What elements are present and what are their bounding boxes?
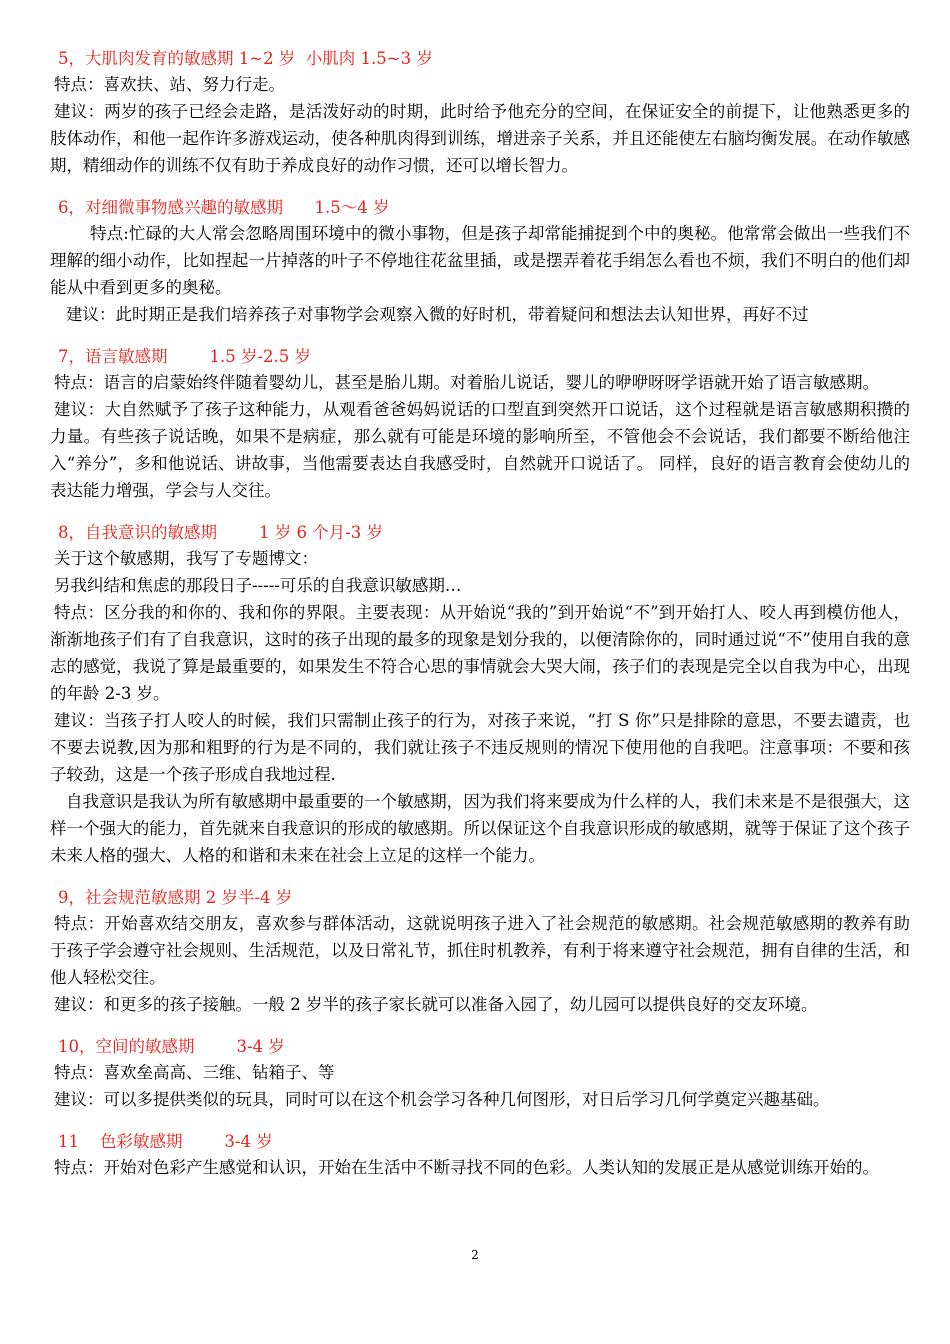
paragraph: 特点：区分我的和你的、我和你的界限。主要表现：从开始说“我的”到开始说“不”到开始打人、咬人再到模仿他人，渐渐地孩子们有了自我意识，这时的孩子出现的最多的现象是划分我的，以便清除你的，同时通过说“不”使用自我的意志的感觉，我说了算是最重要的，如果发生不符合心思的事情就会大哭大闹，孩子们的表现是完全以自我为中心，出现的年龄 2-3 岁。 — [50, 603, 910, 703]
section-social-norms — [50, 885, 910, 1018]
section-spatial — [50, 1034, 910, 1113]
paragraph: 建议：当孩子打人咬人的时候，我们只需制止孩子的行为，对孩子来说，“打 S 你”只是排除的意思，不要去谴责，也不要去说教,因为那和粗野的行为是不同的，我们就让孩子不违反规则的情况下使用他的自我吧。注意事项：不要和孩子较劲，这是一个孩子形成自我地过程. — [50, 711, 910, 784]
paragraph: 特点：喜欢垒高高、三维、钻箱子、等 — [54, 1063, 335, 1082]
document-page — [50, 46, 910, 1197]
paragraph: 建议：两岁的孩子已经会走路，是活泼好动的时期，此时给予他充分的空间，在保证安全的前提下，让他熟悉更多的肢体动作，和他一起作许多游戏运动，使各种肌肉得到训练，增进亲子关系，并且还能使左右脑均衡发展。在动作敏感期，精细动作的训练不仅有助于养成良好的动作习惯，还可以增长智力。 — [50, 102, 910, 175]
paragraph: 特点：语言的启蒙始终伴随着婴幼儿，甚至是胎儿期。对着胎儿说话，婴儿的咿咿呀呀学语就开始了语言敏感期。 — [54, 373, 879, 392]
paragraph: 特点:忙碌的大人常会忽略周围环境中的微小事物，但是孩子却常能捕捉到个中的奥秘。他常常会做出一些我们不理解的细小动作，比如捏起一片掉落的叶子不停地往花盆里插，或是摆弄着花手绢怎么看也不烦，我们不明白的他们却能从中看到更多的奥秘。 — [50, 224, 910, 297]
page-number: 2 — [471, 1248, 479, 1262]
section-heading: 8，自我意识的敏感期 1 岁 6 个月-3 岁 — [58, 523, 384, 542]
paragraph: 特点：开始对色彩产生感觉和认识，开始在生活中不断寻找不同的色彩。人类认知的发展正是从感觉训练开始的。 — [54, 1158, 879, 1177]
section-gross-motor — [50, 46, 910, 179]
paragraph: 另我纠结和焦虑的那段日子-----可乐的自我意识敏感期… — [54, 576, 462, 595]
section-heading: 10，空间的敏感期 3-4 岁 — [58, 1037, 285, 1056]
section-small-objects — [50, 195, 910, 328]
section-self-awareness — [50, 520, 910, 869]
paragraph: 关于这个敏感期，我写了专题博文： — [54, 549, 318, 568]
section-heading: 9，社会规范敏感期 2 岁半-4 岁 — [58, 888, 293, 907]
section-heading: 6，对细微事物感兴趣的敏感期 1.5～4 岁 — [58, 198, 390, 217]
paragraph: 自我意识是我认为所有敏感期中最重要的一个敏感期，因为我们将来要成为什么样的人，我们未来是不是很强大，这样一个强大的能力，首先就来自我意识的形成的敏感期。所以保证这个自我意识形成的敏感期，就等于保证了这个孩子未来人格的强大、人格的和谐和未来在社会上立足的这样一个能力。 — [50, 792, 910, 865]
paragraph: 特点：喜欢扶、站、努力行走。 — [54, 75, 285, 94]
section-heading: 7，语言敏感期 1.5 岁-2.5 岁 — [58, 347, 312, 366]
section-color — [50, 1129, 910, 1181]
paragraph: 特点：开始喜欢结交朋友，喜欢参与群体活动，这就说明孩子进入了社会规范的敏感期。社会规范敏感期的教养有助于孩子学会遵守社会规则、生活规范，以及日常礼节，抓住时机教养，有利于将来遵守社会规范，拥有自律的生活，和他人轻松交往。 — [50, 914, 910, 987]
section-heading: 11 色彩敏感期 3-4 岁 — [58, 1132, 273, 1151]
section-heading: 5，大肌肉发育的敏感期 1~2 岁 小肌肉 1.5~3 岁 — [58, 49, 433, 68]
paragraph: 建议：此时期正是我们培养孩子对事物学会观察入微的好时机，带着疑问和想法去认知世界，再好不过 — [66, 305, 809, 324]
paragraph: 建议：大自然赋予了孩子这种能力，从观看爸爸妈妈说话的口型直到突然开口说话，这个过程就是语言敏感期积攒的力量。有些孩子说话晚，如果不是病症，那么就有可能是环境的影响所至，不管他会不会说话，我们都要不断给他注入“养分”，多和他说话、讲故事，当他需要表达自我感受时，自然就开口说话了。 同样，良好的语言教育会使幼儿的表达能力增强，学会与人交往。 — [50, 400, 910, 500]
section-language — [50, 344, 910, 504]
paragraph: 建议：可以多提供类似的玩具，同时可以在这个机会学习各种几何图形，对日后学习几何学奠定兴趣基础。 — [54, 1090, 830, 1109]
paragraph: 建议：和更多的孩子接触。一般 2 岁半的孩子家长就可以准备入园了，幼儿园可以提供良好的交友环境。 — [54, 995, 818, 1014]
